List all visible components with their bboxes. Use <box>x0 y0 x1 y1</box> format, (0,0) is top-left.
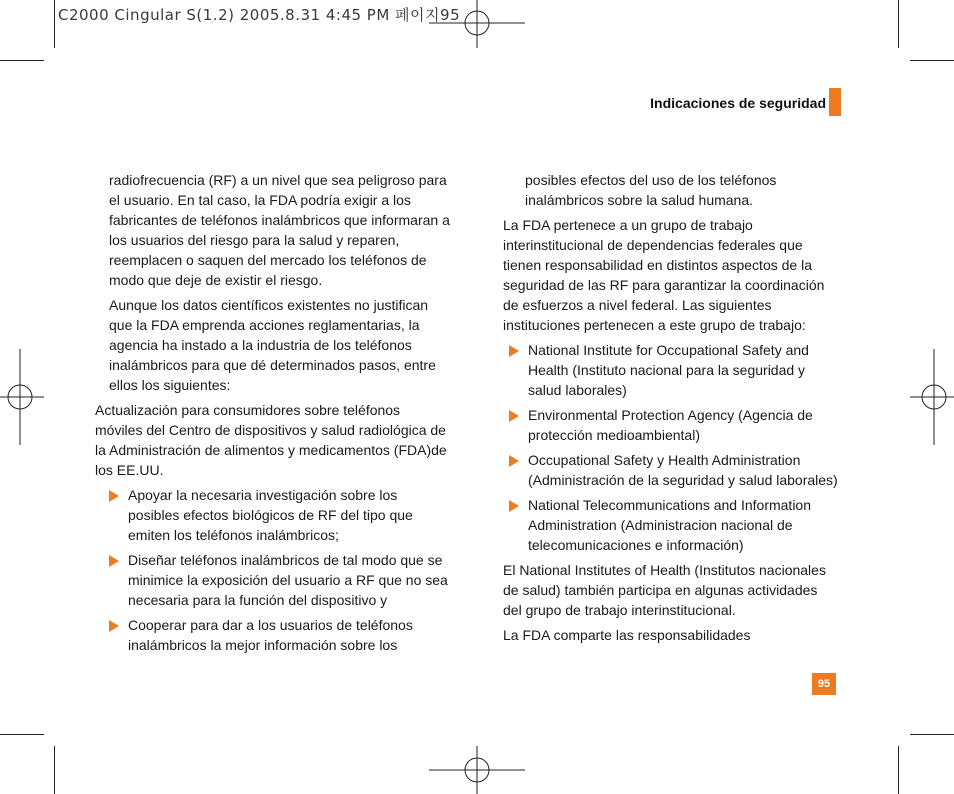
paragraph: posibles efectos del uso de los teléfonos inalámbricos sobre la salud humana. <box>525 172 777 208</box>
paragraph: La FDA pertenece a un grupo de trabajo interinstitucional de dependencias federales que tienen responsabilidad en distintos aspectos de la seguridad de las RF para garantizar la coordinación de esfuerzos a nivel federal. Las siguientes instituciones pertenecen a este grupo de trabajo: <box>503 217 825 333</box>
bullet-item <box>509 340 839 400</box>
crop-mark <box>910 60 954 61</box>
crop-mark <box>898 746 899 794</box>
triangle-bullet-icon <box>109 490 119 502</box>
registration-mark-top <box>429 0 525 48</box>
registration-mark-left <box>0 349 44 445</box>
triangle-bullet-icon <box>509 410 519 422</box>
right-column <box>503 170 839 650</box>
triangle-bullet-icon <box>509 345 519 357</box>
bullet-item <box>109 485 450 545</box>
crop-mark <box>898 0 899 48</box>
bullet-item <box>109 615 450 655</box>
bullet-text: Diseñar teléfonos inalámbricos de tal modo que se minimice la exposición del usuario a RF que no sea necesaria para la función del dispositivo y <box>128 552 448 608</box>
triangle-bullet-icon <box>109 555 119 567</box>
bullet-text: Apoyar la necesaria investigación sobre los posibles efectos biológicos de RF del tipo que emiten los teléfonos inalámbricos; <box>128 487 413 543</box>
bullet-text: Environmental Protection Agency (Agencia de protección medioambiental) <box>528 407 813 443</box>
left-column <box>95 170 450 660</box>
print-header: C2000 Cingular S(1.2) 2005.8.31 4:45 PM 페이지95 <box>58 6 461 24</box>
paragraph: Actualización para consumidores sobre teléfonos móviles del Centro de dispositivos y salud radiológica de la Administración de alimentos y medicamentos (FDA)de los EE.UU. <box>95 402 447 478</box>
triangle-bullet-icon <box>109 620 119 632</box>
header-accent-tab <box>829 88 841 116</box>
section-header: Indicaciones de seguridad <box>650 95 826 111</box>
page-number-badge: 95 <box>812 673 836 695</box>
bullet-item <box>509 450 839 490</box>
bullet-text: Occupational Safety y Health Administration (Administración de la seguridad y salud laborales) <box>528 452 838 488</box>
bullet-item <box>509 495 839 555</box>
crop-mark <box>54 0 55 48</box>
bullet-item <box>509 405 839 445</box>
paragraph: radiofrecuencia (RF) a un nivel que sea peligroso para el usuario. En tal caso, la FDA podría exigir a los fabricantes de teléfonos inalámbricos que informaran a los usuarios del riesgo para la salud y reparen, reemplacen o saquen del mercado los teléfonos de modo que deje de existir el riesgo. <box>109 172 450 288</box>
registration-mark-right <box>910 349 954 445</box>
crop-mark <box>0 734 44 735</box>
crop-mark <box>0 60 44 61</box>
triangle-bullet-icon <box>509 500 519 512</box>
paragraph: Aunque los datos científicos existentes no justifican que la FDA emprenda acciones reglamentarias, la agencia ha instado a la industria de los teléfonos inalámbricos para que dé determinados pasos, entre ellos los siguientes: <box>109 297 436 393</box>
registration-mark-bottom <box>429 746 525 794</box>
triangle-bullet-icon <box>509 455 519 467</box>
bullet-text: National Institute for Occupational Safety and Health (Instituto nacional para la seguridad y salud laborales) <box>528 342 809 398</box>
bullet-text: Cooperar para dar a los usuarios de teléfonos inalámbricos la mejor información sobre los <box>128 617 413 653</box>
paragraph: El National Institutes of Health (Institutos nacionales de salud) también participa en algunas actividades del grupo de trabajo interinstitucional. <box>503 562 826 618</box>
paragraph: La FDA comparte las responsabilidades <box>503 627 751 643</box>
crop-mark <box>910 734 954 735</box>
bullet-text: National Telecommunications and Information Administration (Administracion nacional de telecomunicaciones e información) <box>528 497 812 553</box>
bullet-item <box>109 550 450 610</box>
crop-mark <box>54 746 55 794</box>
